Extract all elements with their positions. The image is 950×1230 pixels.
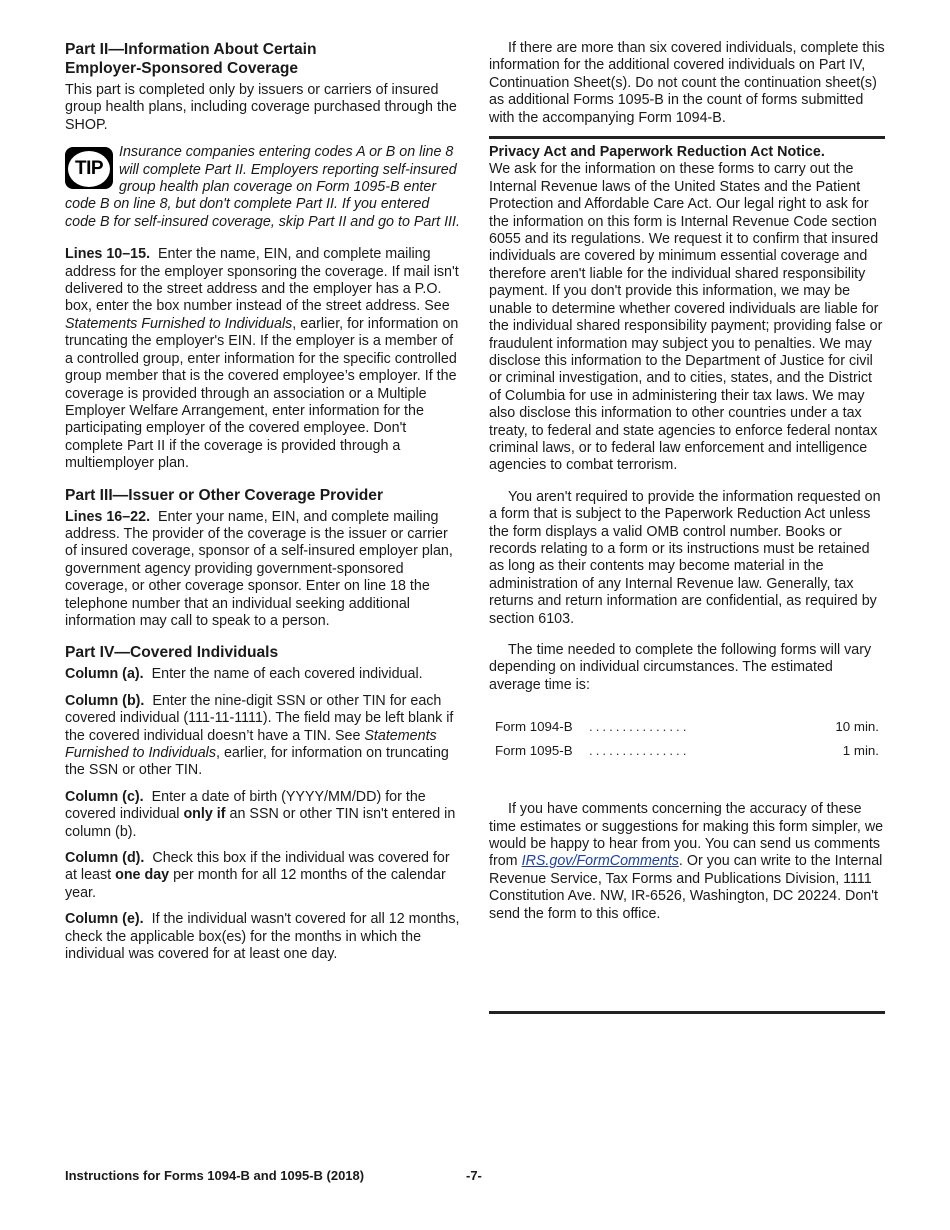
time-form-label: Form 1095-B bbox=[495, 743, 573, 759]
section-divider bbox=[489, 136, 885, 139]
comments-text-a: If you have comments concerning the accuracy of these time estimates or suggestions for making this form simpler, we would be happy to hear from you. You can send us comments from bbox=[489, 801, 884, 870]
lines-16-22-text: Enter your name, EIN, and complete mailing address. The provider of the coverage is the issuer or carrier of insured coverage, sponsor of a self-insured employer plan, government agency providing government-sponsored coverage, or other coverage sponsor. Enter on line 18 the telephone number that an individual seeking additional information may call to speak to a person. bbox=[65, 508, 453, 629]
time-row bbox=[495, 718, 879, 742]
column-e-text: If the individual wasn't covered for all 12 months, check the applicable box(es) for the months in which the individual was covered for at least one day. bbox=[65, 911, 460, 963]
column-c-text-a: Enter a date of birth (YYYY/MM/DD) for the covered individual bbox=[65, 788, 426, 823]
right-column bbox=[489, 40, 885, 932]
left-column bbox=[65, 40, 462, 972]
time-estimate-table bbox=[495, 718, 879, 766]
time-intro: The time needed to complete the following forms will vary depending on individual circumstances. The estimated average time is: bbox=[489, 642, 872, 693]
lines-10-15-label: Lines 10–15. bbox=[65, 246, 151, 263]
lines-10-15-text-a: Enter the name, EIN, and complete mailing address for the employer sponsoring the coverage. If mail isn't delivered to the street address and the employer has a P.O. box, enter the box number instead of the street address. See bbox=[65, 246, 459, 315]
tip-block bbox=[65, 144, 462, 231]
leader-dots: ............... bbox=[589, 743, 690, 759]
part2-heading bbox=[65, 40, 462, 78]
column-c-emphasis: only if bbox=[183, 806, 226, 823]
column-d-text-b: per month for all 12 months of the calendar year. bbox=[65, 867, 446, 901]
tip-text: Insurance companies entering codes A or B on line 8 will complete Part II. Employers reporting self-insured group health plan coverage on Form 1095-B enter code B on line 8, but don't complete Part II. If you entered code B for self-insured coverage, skip Part II and go to Part III. bbox=[65, 144, 460, 230]
form-comments-link[interactable]: IRS.gov/FormComments bbox=[521, 853, 679, 870]
column-d-emphasis: one day bbox=[115, 867, 170, 884]
tip-label: TIP bbox=[68, 151, 110, 187]
privacy-paragraph bbox=[489, 144, 885, 475]
column-d-label: Column (d). bbox=[65, 850, 145, 867]
column-e bbox=[65, 911, 462, 963]
time-form-label: Form 1094-B bbox=[495, 719, 573, 735]
column-c-text-b: an SSN or other TIN isn't entered in column (b). bbox=[65, 806, 456, 840]
column-b-text-b: , earlier, for information on truncating the SSN or other TIN. bbox=[65, 745, 449, 779]
lines-16-22-label: Lines 16–22. bbox=[65, 508, 151, 525]
column-b-reference: Statements Furnished to Individuals bbox=[65, 727, 437, 761]
privacy-title: Privacy Act and Paperwork Reduction Act Notice. bbox=[489, 144, 825, 161]
part2-heading-line1: Part II—Information About Certain bbox=[65, 41, 317, 58]
lines-16-22 bbox=[65, 509, 462, 631]
column-b-text-a: Enter the nine-digit SSN or other TIN for each covered individual (111-11-1111). The field may be left blank if the covered individual doesn’t have a TIN. See bbox=[65, 692, 454, 744]
leader-dots: ............... bbox=[589, 719, 690, 735]
part3-heading: Part III—Issuer or Other Coverage Provider bbox=[65, 486, 384, 504]
footer-title: Instructions for Forms 1094-B and 1095-B (2018) bbox=[65, 1168, 365, 1183]
continuation-paragraph: If there are more than six covered individuals, complete this information for the additional covered individuals on Part IV, Continuation Sheet(s). Do not count the continuation sheet(s) as additional Forms 1095-B in the count of forms submitted with the accompanying Form 1094-B. bbox=[489, 40, 885, 126]
column-a bbox=[65, 666, 462, 683]
part2-intro: This part is completed only by issuers or carriers of insured group health plans, including coverage purchased through the SHOP. bbox=[65, 82, 457, 133]
lines-10-15-text-b: , earlier, for information on truncating the employer's EIN. If the employer is a member of a controlled group, enter information for the specific controlled group member that is the covered employee’s employer. If the coverage is provided through an association or a Multiple Employer Welfare Arrangement, enter information for the participating employer of the covered employee. Don't complete Part II if the coverage is provided through a multiemployer plan. bbox=[65, 315, 459, 472]
privacy-text: We ask for the information on these forms to carry out the Internal Revenue laws of the United States and the Patient Protection and Affordable Care Act. Our legal right to ask for the information on this form is Internal Revenue Code section 6055 and its regulations. We request it to confirm that insured individuals are covered by minimum essential coverage and therefore aren't liable for the individual shared responsibility payment. If you don't provide this information, we may be unable to determine whether covered individuals are liable for the individual shared responsibility payment; providing false or fraudulent information may subject you to penalties. We may disclose this information to the Department of Justice for civil or criminal investigation, and to cities, states, and the District of Columbia for use in administering their tax laws. We may also disclose this information to other countries under a tax treaty, to federal and state agencies to enforce federal nontax criminal laws, or to federal law enforcement and intelligence agencies to combat terrorism. bbox=[489, 161, 883, 474]
omb-paragraph: You aren't required to provide the information requested on a form that is subject to the Paperwork Reduction Act unless the form displays a valid OMB control number. Books or records relating to a form or its instructions must be retained as long as their contents may become material in the administration of any Internal Revenue law. Generally, tax returns and return information are confidential, as required by section 6103. bbox=[489, 488, 881, 627]
column-a-text: Enter the name of each covered individual. bbox=[151, 666, 423, 683]
time-value: 1 min. bbox=[842, 743, 879, 759]
column-b-label: Column (b). bbox=[65, 692, 145, 709]
part2-heading-line2: Employer-Sponsored Coverage bbox=[65, 60, 299, 77]
column-c bbox=[65, 789, 462, 841]
lines-10-15-reference: Statements Furnished to Individuals bbox=[65, 315, 293, 332]
time-row bbox=[495, 742, 879, 766]
column-e-label: Column (e). bbox=[65, 911, 144, 928]
column-c-label: Column (c). bbox=[65, 788, 144, 805]
column-a-label: Column (a). bbox=[65, 666, 144, 683]
column-d-text-a: Check this box if the individual was covered for at least bbox=[65, 850, 450, 884]
bottom-divider bbox=[489, 1011, 885, 1014]
time-value: 10 min. bbox=[835, 719, 879, 735]
page-number: -7- bbox=[466, 1168, 482, 1183]
column-b bbox=[65, 693, 462, 780]
comments-text-b: . Or you can write to the Internal Revenue Service, Tax Forms and Publications Division, 1111 Constitution Ave. NW, IR-6526, Washington, DC 20224. Don't send the form to this office. bbox=[489, 853, 883, 922]
column-d bbox=[65, 850, 462, 902]
tip-icon bbox=[65, 147, 113, 189]
lines-10-15 bbox=[65, 246, 462, 472]
comments-paragraph bbox=[489, 801, 885, 923]
part4-heading: Part IV—Covered Individuals bbox=[65, 644, 279, 662]
